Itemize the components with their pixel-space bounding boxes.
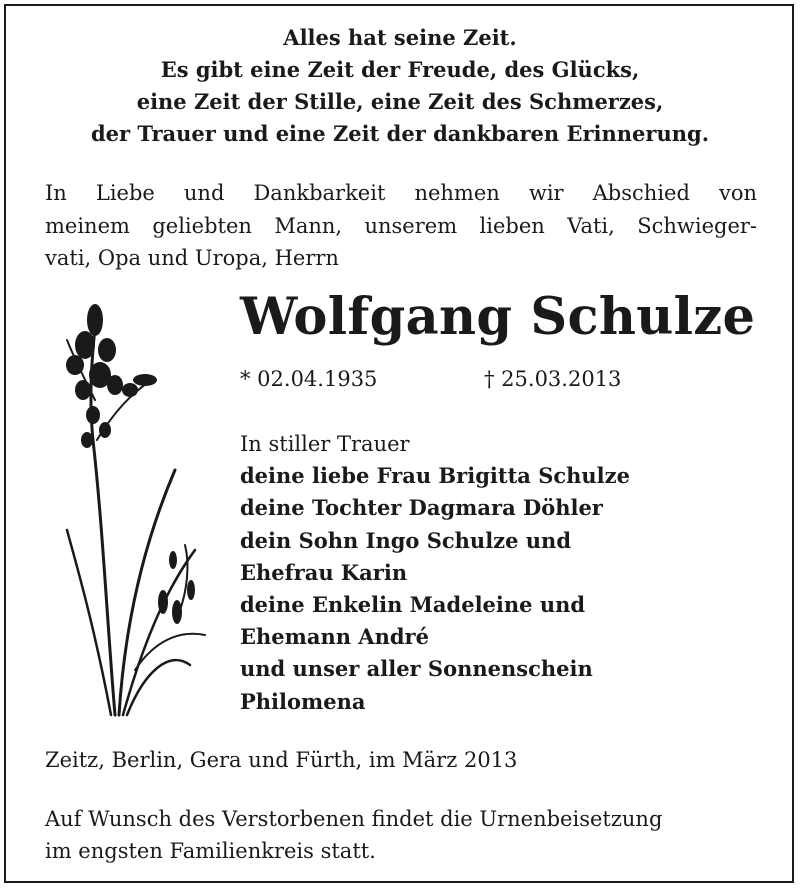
notice-line: im engsten Familienkreis statt. [45,839,376,863]
mourner-line: Ehefrau Karin [240,559,408,585]
grass-plant-icon [45,290,215,720]
mourner-line: deine Enkelin Madeleine und [240,592,586,618]
mourner-line: deine Tochter Dagmara Döhler [240,495,603,521]
intro-line: In Liebe und Dankbarkeit nehmen wir Abschied von [45,181,757,205]
mourner-line: dein Sohn Ingo Schulze und [240,527,571,553]
motto-line: Es gibt eine Zeit der Freude, des Glücks, [160,57,640,82]
mourner-line: Ehemann André [240,624,429,650]
intro-line: vati, Opa und Uropa, Herrn [45,246,339,270]
birth-date: * 02.04.1935 [240,367,378,391]
mourner-line: Philomena [240,688,366,714]
place-date: Zeitz, Berlin, Gera und Fürth, im März 2013 [45,748,518,772]
mourner-line: und unser aller Sonnenschein [240,656,593,682]
mourner-line: deine liebe Frau Brigitta Schulze [240,463,630,489]
notice-line: Auf Wunsch des Verstorbenen findet die Urnenbeisetzung [45,807,663,831]
intro-text [45,177,757,275]
burial-notice [45,803,765,867]
motto-line: Alles hat seine Zeit. [283,25,517,50]
mourners-heading: In stiller Trauer [240,432,410,456]
motto [0,22,800,150]
death-date: † 25.03.2013 [484,367,622,391]
mourners-block [240,428,760,718]
motto-line: eine Zeit der Stille, eine Zeit des Schmerzes, [136,89,664,114]
deceased-name: Wolfgang Schulze [240,287,756,347]
motto-line: der Trauer und eine Zeit der dankbaren Erinnerung. [90,121,710,146]
intro-line: meinem geliebten Mann, unserem lieben Vati, Schwieger- [45,213,757,238]
